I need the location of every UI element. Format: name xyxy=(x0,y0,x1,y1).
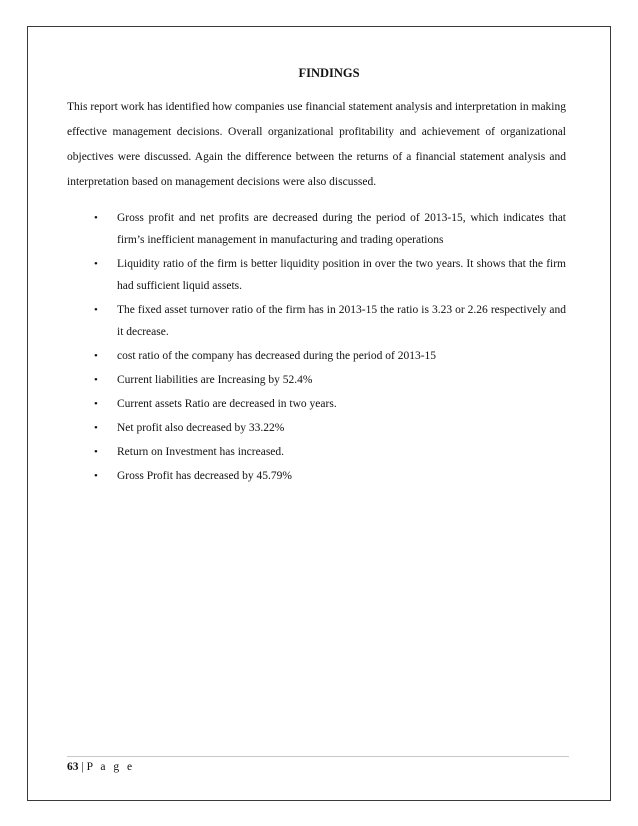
bullet-icon: • xyxy=(94,212,98,224)
list-item-text: Net profit also decreased by 33.22% xyxy=(117,422,285,434)
footer-separator: | xyxy=(78,761,87,773)
bullet-icon: • xyxy=(94,446,98,458)
bullet-icon: • xyxy=(94,470,98,482)
list-item-text: Gross Profit has decreased by 45.79% xyxy=(117,470,293,482)
list-item xyxy=(67,369,566,391)
bullet-icon: • xyxy=(94,258,98,270)
bullet-icon: • xyxy=(94,422,98,434)
list-item-text: Liquidity ratio of the firm is better liquidity position in over the two years. It shows that the firm had sufficient liquid assets. xyxy=(117,258,566,292)
intro-paragraph: This report work has identified how companies use financial statement analysis and interpretation in making effective management decisions. Overall organizational profitability and achievement of organizational objectives were discussed. Again the difference between the returns of a financial statement analysis and interpretation based on management decisions were also discussed. xyxy=(67,101,566,188)
page-title: FINDINGS xyxy=(298,66,360,80)
list-item xyxy=(67,253,566,297)
findings-list xyxy=(67,207,566,487)
list-item-text: cost ratio of the company has decreased during the period of 2013-15 xyxy=(117,350,437,362)
list-item xyxy=(67,465,566,487)
bullet-icon: • xyxy=(94,304,98,316)
bullet-icon: • xyxy=(94,350,98,362)
list-item-text: Current liabilities are Increasing by 52.4% xyxy=(117,374,313,386)
page-number: 63 xyxy=(67,761,79,773)
list-item xyxy=(67,417,566,439)
list-item xyxy=(67,441,566,463)
bullet-icon: • xyxy=(94,374,98,386)
list-item-text: Return on Investment has increased. xyxy=(117,446,285,458)
footer-divider xyxy=(67,756,569,757)
list-item xyxy=(67,207,566,251)
list-item-text: Current assets Ratio are decreased in two years. xyxy=(117,398,337,410)
list-item xyxy=(67,299,566,343)
list-item xyxy=(67,345,566,367)
list-item-text: The fixed asset turnover ratio of the firm has in 2013-15 the ratio is 3.23 or 2.26 respectively and it decrease. xyxy=(117,304,566,338)
bullet-icon: • xyxy=(94,398,98,410)
page-footer xyxy=(67,761,135,773)
list-item xyxy=(67,393,566,415)
list-item-text: Gross profit and net profits are decreased during the period of 2013-15, which indicates that firm’s inefficient management in manufacturing and trading operations xyxy=(117,212,566,246)
page-label: P a g e xyxy=(86,761,135,773)
page-content xyxy=(67,66,566,489)
